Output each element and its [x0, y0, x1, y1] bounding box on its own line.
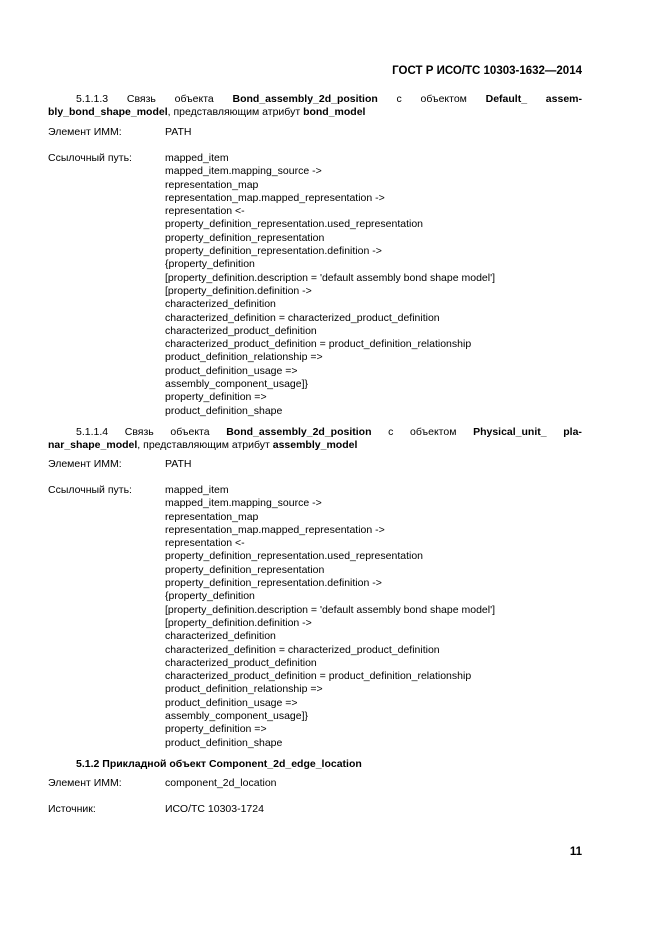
imm-value: component_2d_location	[165, 777, 277, 789]
path-line: characterized_definition = characterized_product_definition	[165, 643, 440, 656]
reference-path-row	[48, 484, 582, 750]
page-number: 11	[569, 846, 582, 858]
imm-element-row	[48, 458, 582, 471]
path-line: [property_definition.definition ->	[165, 284, 312, 297]
word: с	[388, 426, 394, 438]
object-name: nar_shape_model	[48, 439, 138, 452]
path-line: property_definition_representation.used_representation	[165, 218, 424, 231]
path-line: characterized_product_definition	[165, 656, 317, 669]
path-line: representation <-	[165, 205, 245, 218]
word: Связь	[124, 426, 154, 438]
document-header: ГОСТ Р ИСО/ТС 10303-1632—2014	[392, 65, 582, 77]
attribute-name: bond_model	[303, 106, 366, 119]
path-line: [property_definition.definition ->	[165, 616, 312, 629]
path-line: representation <-	[165, 537, 245, 550]
object-name: bly_bond_shape_model	[48, 106, 168, 119]
object-name: pla-	[563, 426, 582, 438]
clause-heading-line-1	[48, 93, 582, 106]
path-line: characterized_product_definition	[165, 324, 317, 337]
clause-heading-line-2	[48, 106, 582, 119]
imm-label: Элемент ИММ:	[48, 777, 122, 789]
clause-heading-line-2	[48, 439, 582, 452]
path-line: product_definition_relationship =>	[165, 683, 323, 696]
path-line: property_definition_representation	[165, 231, 325, 244]
path-line: product_definition_usage =>	[165, 696, 298, 709]
path-line: representation_map.mapped_representation ->	[165, 191, 385, 204]
path-line: product_definition_shape	[165, 404, 283, 417]
object-name: Physical_unit_	[473, 426, 547, 438]
imm-label: Элемент ИММ:	[48, 126, 122, 138]
path-line: product_definition_usage =>	[165, 364, 298, 377]
path-line: representation_map	[165, 510, 259, 523]
path-line: property_definition_representation	[165, 563, 325, 576]
reference-path-lines	[165, 152, 582, 418]
reference-path-label: Ссылочный путь:	[48, 484, 132, 496]
word: объекта	[174, 93, 214, 105]
path-line: characterized_definition	[165, 630, 276, 643]
word: объектом	[410, 426, 457, 438]
reference-path-row	[48, 152, 582, 418]
attribute-name: assembly_model	[272, 439, 358, 452]
path-line: [property_definition.description = 'default assembly bond shape model']	[165, 603, 496, 616]
clause-5-1-1-3-heading	[48, 93, 582, 120]
path-line: assembly_component_usage]}	[165, 710, 309, 723]
path-line: product_definition_shape	[165, 736, 283, 749]
path-line: property_definition =>	[165, 391, 267, 404]
object-name: Default_	[485, 93, 528, 105]
imm-element-row	[48, 777, 582, 790]
path-line: property_definition_representation.definition ->	[165, 245, 382, 258]
imm-value: PATH	[165, 458, 192, 470]
word: объектом	[420, 93, 467, 105]
path-line: characterized_definition = characterized_product_definition	[165, 311, 440, 324]
object-name: assem-	[545, 93, 582, 105]
text-span: , представляющим атрибут	[167, 106, 304, 119]
reference-path-lines	[165, 484, 582, 750]
path-line: property_definition =>	[165, 723, 267, 736]
path-line: mapped_item	[165, 152, 229, 164]
path-line: characterized_product_definition = product_definition_relationship	[165, 338, 472, 351]
path-line: property_definition_representation.definition ->	[165, 577, 382, 590]
source-row	[48, 803, 582, 816]
word: с	[396, 93, 402, 105]
path-line: characterized_definition	[165, 298, 276, 311]
text-span: , представляющим атрибут	[137, 439, 273, 452]
path-line: {property_definition	[165, 590, 255, 603]
path-line: characterized_product_definition = product_definition_relationship	[165, 670, 472, 683]
clause-number: 5.1.1.3	[76, 93, 109, 105]
path-line: representation_map	[165, 178, 259, 191]
reference-path-label: Ссылочный путь:	[48, 152, 132, 164]
path-line: mapped_item	[165, 484, 229, 496]
path-line: mapped_item.mapping_source ->	[165, 497, 322, 510]
imm-label: Элемент ИММ:	[48, 458, 122, 470]
imm-value: PATH	[165, 126, 192, 138]
word: объекта	[170, 426, 210, 438]
word: Связь	[126, 93, 156, 105]
clause-5-1-1-4-heading	[48, 426, 582, 453]
source-value: ИСО/ТС 10303-1724	[165, 803, 264, 815]
section-5-1-2-heading: 5.1.2 Прикладной объект Component_2d_edge_location	[76, 758, 362, 770]
path-line: product_definition_relationship =>	[165, 351, 323, 364]
source-label: Источник:	[48, 803, 96, 815]
clause-number: 5.1.1.4	[76, 426, 109, 438]
imm-element-row	[48, 126, 582, 139]
object-name: Bond_assembly_2d_position	[226, 426, 372, 438]
path-line: mapped_item.mapping_source ->	[165, 165, 322, 178]
path-line: {property_definition	[165, 258, 255, 271]
path-line: property_definition_representation.used_representation	[165, 550, 424, 563]
object-name: Bond_assembly_2d_position	[232, 93, 378, 105]
path-line: representation_map.mapped_representation ->	[165, 523, 385, 536]
path-line: assembly_component_usage]}	[165, 378, 309, 391]
path-line: [property_definition.description = 'default assembly bond shape model']	[165, 271, 496, 284]
clause-heading-line-1	[48, 426, 582, 439]
